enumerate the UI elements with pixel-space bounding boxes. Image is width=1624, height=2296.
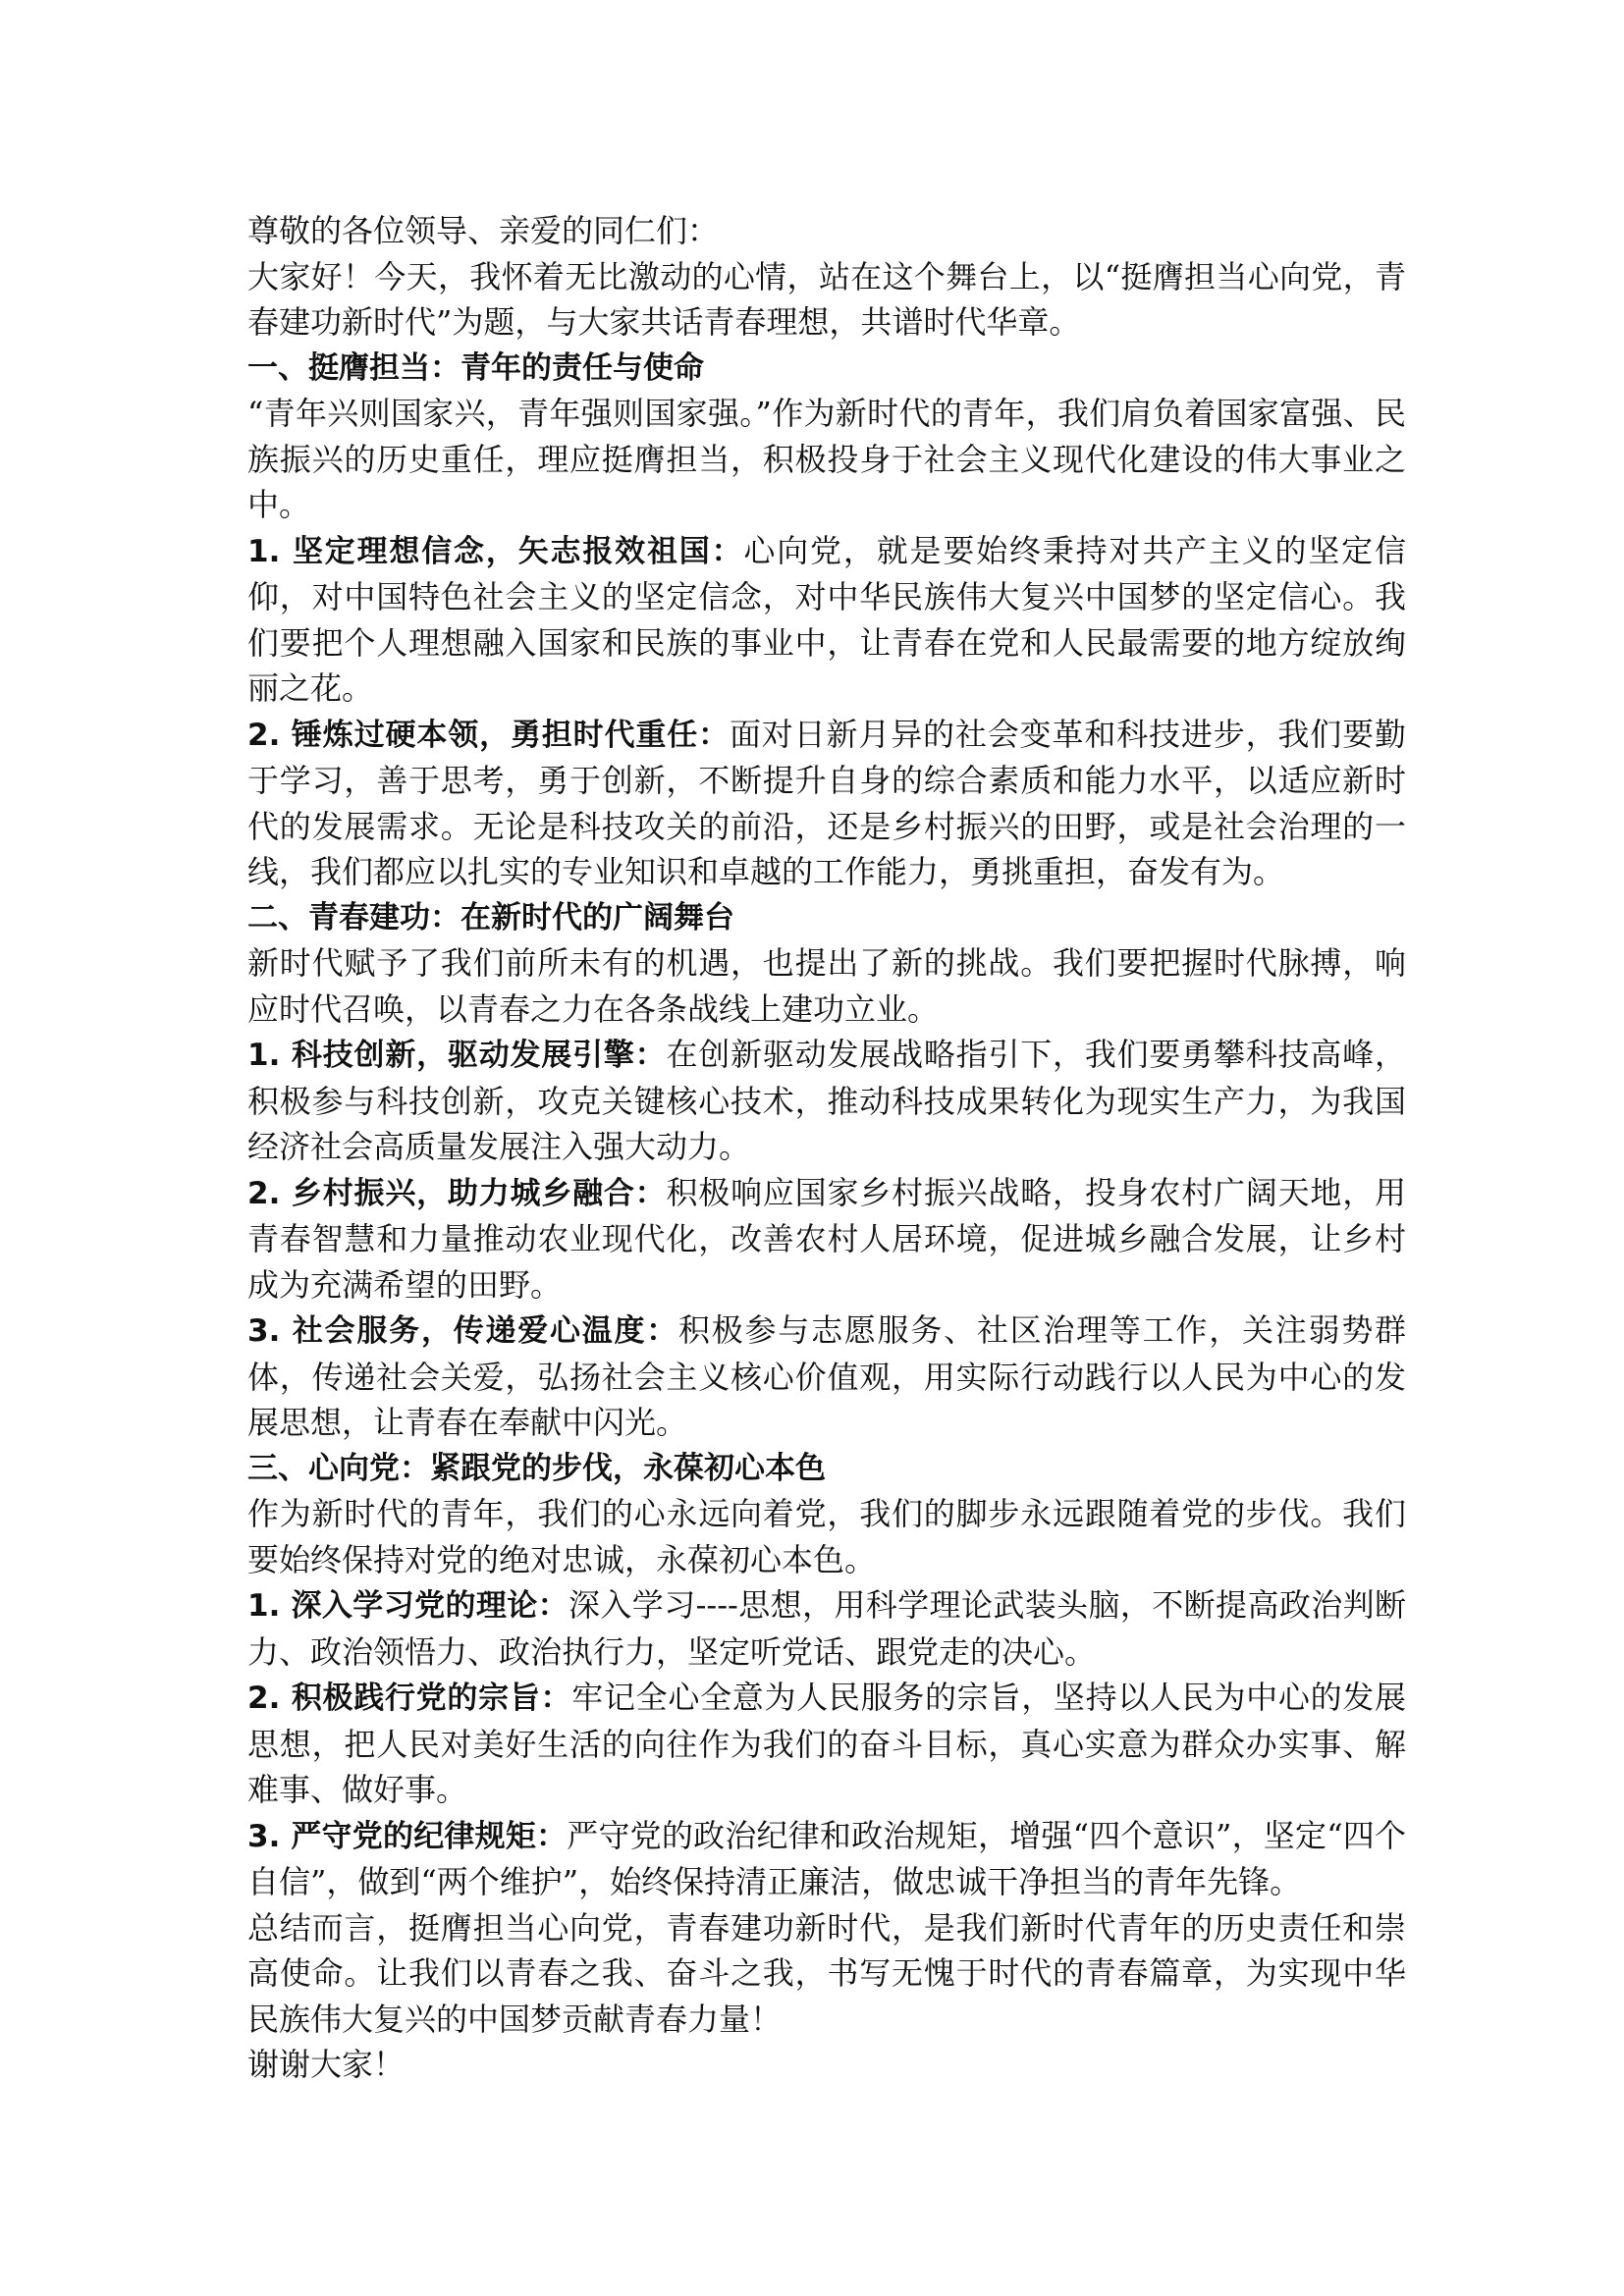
list-item-text: 在创新驱动发展战略指引下，我们要勇攀科技高峰，积极参与科技创新，攻克关键核心技术，推动科技成果转化为现实生产力，为我国经济社会高质量发展注入强大动力。 xyxy=(247,1036,1406,1165)
list-item-lead: 3. 严守党的纪律规矩： xyxy=(247,1818,568,1854)
speech-document xyxy=(247,208,1406,2088)
list-item xyxy=(247,712,1406,895)
list-item xyxy=(247,528,1406,712)
section-heading: 二、青春建功：在新时代的广阔舞台 xyxy=(247,899,734,935)
list-item-text: 积极参与志愿服务、社区治理等工作，关注弱势群体，传递社会关爱，弘扬社会主义核心价值观，用实际行动践行以人民为中心的发展思想，让青春在奉献中闪光。 xyxy=(247,1311,1406,1441)
list-item-lead: 2. 乡村振兴，助力城乡融合： xyxy=(247,1175,667,1211)
closing-line: 谢谢大家！ xyxy=(247,2046,406,2083)
list-item-lead: 1. 坚定理想信念，矢志报效祖国： xyxy=(247,533,744,569)
intro-paragraph: 大家好！今天，我怀着无比激动的心情，站在这个舞台上，以“挺膺担当心向党，青春建功新时代”为题，与大家共话青春理想，共谱时代华章。 xyxy=(247,257,1406,341)
section-heading: 一、挺膺担当：青年的责任与使命 xyxy=(247,349,704,386)
list-item-text: 积极响应国家乡村振兴战略，投身农村广阔天地，用青春智慧和力量推动农业现代化，改善农村人居环境，促进城乡融合发展，让乡村成为充满希望的田野。 xyxy=(247,1173,1406,1304)
list-item xyxy=(247,1582,1406,1675)
list-item-lead: 3. 社会服务，传递爱心温度： xyxy=(247,1313,679,1349)
list-item-text: 牢记全心全意为人民服务的宗旨，坚持以人民为中心的发展思想，把人民对美好生活的向往作为我们的奋斗目标，真心实意为群众办实事、解难事、做好事。 xyxy=(247,1679,1406,1808)
conclusion-paragraph: 总结而言，挺膺担当心向党，青春建功新时代，是我们新时代青年的历史责任和崇高使命。让我们以青春之我、奋斗之我，书写无愧于时代的青春篇章，为实现中华民族伟大复兴的中国梦贡献青春力量！ xyxy=(247,1908,1406,2038)
section-heading: 三、心向党：紧跟党的步伐，永葆初心本色 xyxy=(247,1450,826,1486)
list-item-text: 深入学习----思想，用科学理论武装头脑，不断提高政治判断力、政治领悟力、政治执行力，坚定听党话、跟党走的决心。 xyxy=(247,1586,1406,1671)
section-body: 新时代赋予了我们前所未有的机遇，也提出了新的挑战。我们要把握时代脉搏，响应时代召唤，以青春之力在各条战线上建功立业。 xyxy=(247,944,1406,1028)
list-item xyxy=(247,1308,1406,1446)
list-item-text: 心向党，就是要始终秉持对共产主义的坚定信仰，对中国特色社会主义的坚定信念，对中华民族伟大复兴中国梦的坚定信心。我们要把个人理想融入国家和民族的事业中，让青春在党和人民最需要的地方绽放绚丽之花。 xyxy=(247,531,1406,707)
list-item-lead: 2. 积极践行党的宗旨： xyxy=(247,1681,572,1716)
list-item-lead: 1. 深入学习党的理论： xyxy=(247,1588,569,1624)
list-item xyxy=(247,1813,1406,1905)
list-item-lead: 1. 科技创新，驱动发展引擎： xyxy=(247,1038,667,1073)
list-item-lead: 2. 锤炼过硬本领，勇担时代重任： xyxy=(247,717,730,753)
list-item-text: 严守党的政治纪律和政治规矩，增强“四个意识”，坚定“四个自信”，做到“两个维护”，始终保持清正廉洁，做忠诚干净担当的青年先锋。 xyxy=(247,1816,1406,1900)
section-body: “青年兴则国家兴，青年强则国家强。”作为新时代的青年，我们肩负着国家富强、民族振兴的历史重任，理应挺膺担当，积极投身于社会主义现代化建设的伟大事业之中。 xyxy=(247,395,1406,523)
list-item xyxy=(247,1032,1406,1170)
list-item xyxy=(247,1170,1406,1308)
greeting: 尊敬的各位领导、亲爱的同仁们： xyxy=(247,212,720,249)
list-item xyxy=(247,1675,1406,1813)
section-body: 作为新时代的青年，我们的心永远向着党，我们的脚步永远跟随着党的步伐。我们要始终保持对党的绝对忠诚，永葆初心本色。 xyxy=(247,1495,1406,1578)
list-item-text: 面对日新月异的社会变革和科技进步，我们要勤于学习，善于思考，勇于创新，不断提升自身的综合素质和能力水平，以适应新时代的发展需求。无论是科技攻关的前沿，还是乡村振兴的田野，或是社会治理的一线，我们都应以扎实的专业知识和卓越的工作能力，勇挑重担，奋发有为。 xyxy=(247,715,1406,890)
